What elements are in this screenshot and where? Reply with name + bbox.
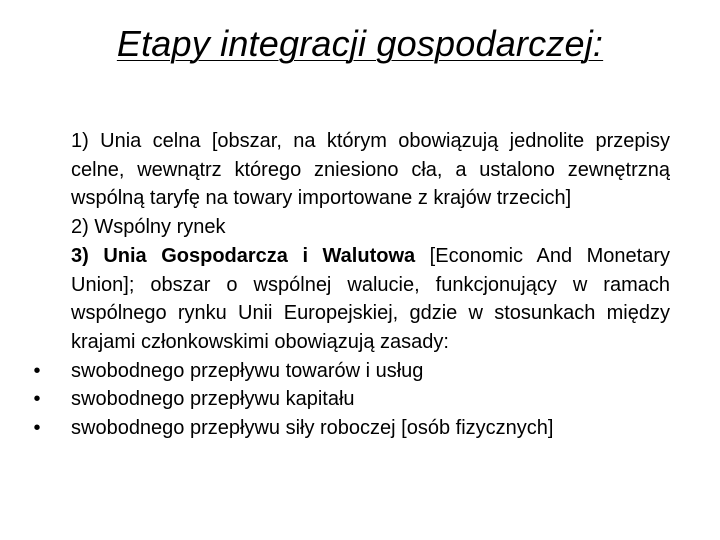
bullet-icon: • (33, 388, 41, 411)
bullet-icon: • (33, 417, 41, 440)
bullet-icon: • (33, 359, 41, 382)
slide-title: Etapy integracji gospodarczej: (116, 23, 604, 64)
item-emu-heading: 3) Unia Gospodarcza i Walutowa (71, 244, 416, 267)
list-item (33, 357, 670, 386)
list-item (33, 414, 670, 443)
item-emu-description: [Economic And Monetary Union]; obszar o wspólnej walucie, funkcjonujący w ramach wspólnego rynku Unii Europejskiej, gdzie w stosunkach między krajami członkowskimi obowiązują zasady: (71, 244, 670, 353)
bullet-text: swobodnego przepływu kapitału (71, 388, 355, 411)
slide-content (33, 127, 670, 443)
bullet-text: swobodnego przepływu siły roboczej [osób fizycznych] (71, 417, 554, 440)
item-common-market: 2) Wspólny rynek (71, 216, 226, 239)
bullet-text: swobodnego przepływu towarów i usług (71, 359, 424, 382)
item-customs-union: 1) Unia celna [obszar, na którym obowiązują jednolite przepisy celne, wewnątrz którego zniesiono cła, a ustalono zewnętrzną wspólną taryfę na towary importowane z krajów trzecich] (71, 130, 670, 210)
list-item (33, 385, 670, 414)
item-economic-monetary-union (71, 242, 670, 357)
principles-list (33, 357, 670, 443)
